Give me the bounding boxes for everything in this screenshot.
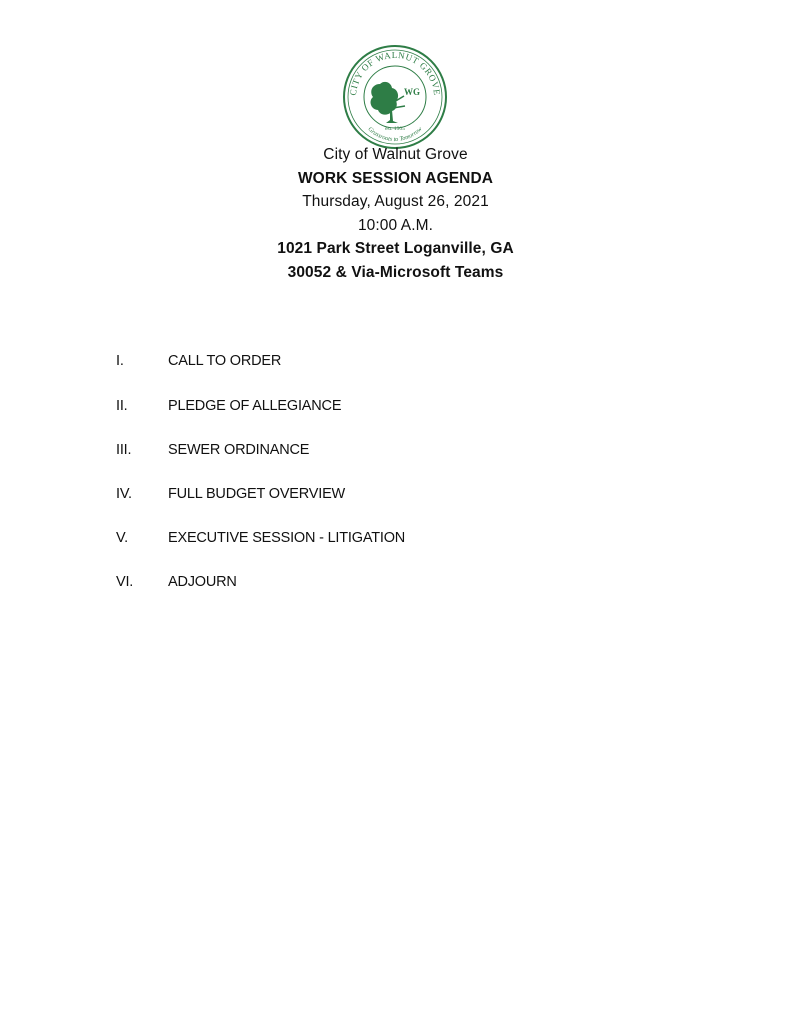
agenda-item-executive-session — [0, 527, 791, 549]
agenda-item-pledge — [0, 395, 791, 417]
agenda-item-adjourn — [0, 571, 791, 593]
agenda-item-label: FULL BUDGET OVERVIEW — [168, 486, 346, 502]
meeting-address-line1: 1021 Park Street Loganville, GA — [277, 240, 514, 257]
agenda-item-label: ADJOURN — [168, 574, 237, 590]
city-name: City of Walnut Grove — [323, 146, 468, 163]
agenda-item-call-to-order — [0, 350, 791, 372]
seal-graphic — [342, 44, 448, 150]
agenda-title: WORK SESSION AGENDA — [297, 169, 494, 187]
agenda-item-number: I. — [116, 353, 124, 369]
agenda-item-number: VI. — [116, 574, 134, 590]
agenda-item-number: II. — [116, 398, 128, 414]
seal-ring-text: CITY OF WALNUT GROVE — [347, 49, 443, 96]
seal-established: est. 1905 — [385, 126, 405, 132]
agenda-item-budget-overview — [0, 483, 791, 505]
city-seal-logo — [342, 44, 448, 150]
agenda-item-number: V. — [116, 530, 128, 546]
agenda-item-number: III. — [116, 442, 132, 458]
agenda-item-label: CALL TO ORDER — [168, 353, 282, 369]
seal-monogram: WG — [404, 87, 421, 97]
agenda-header — [0, 143, 791, 284]
agenda-item-sewer-ordinance — [0, 439, 791, 461]
agenda-item-label: SEWER ORDINANCE — [168, 442, 310, 458]
agenda-item-label: EXECUTIVE SESSION - LITIGATION — [168, 530, 406, 546]
seal-motto: Grassroots to Tomorrow — [366, 125, 424, 144]
agenda-item-label: PLEDGE OF ALLEGIANCE — [168, 398, 342, 414]
agenda-item-number: IV. — [116, 486, 132, 502]
meeting-address-line2: 30052 & Via-Microsoft Teams — [287, 263, 504, 281]
meeting-date: Thursday, August 26, 2021 — [302, 193, 489, 210]
meeting-time: 10:00 A.M. — [357, 216, 434, 234]
